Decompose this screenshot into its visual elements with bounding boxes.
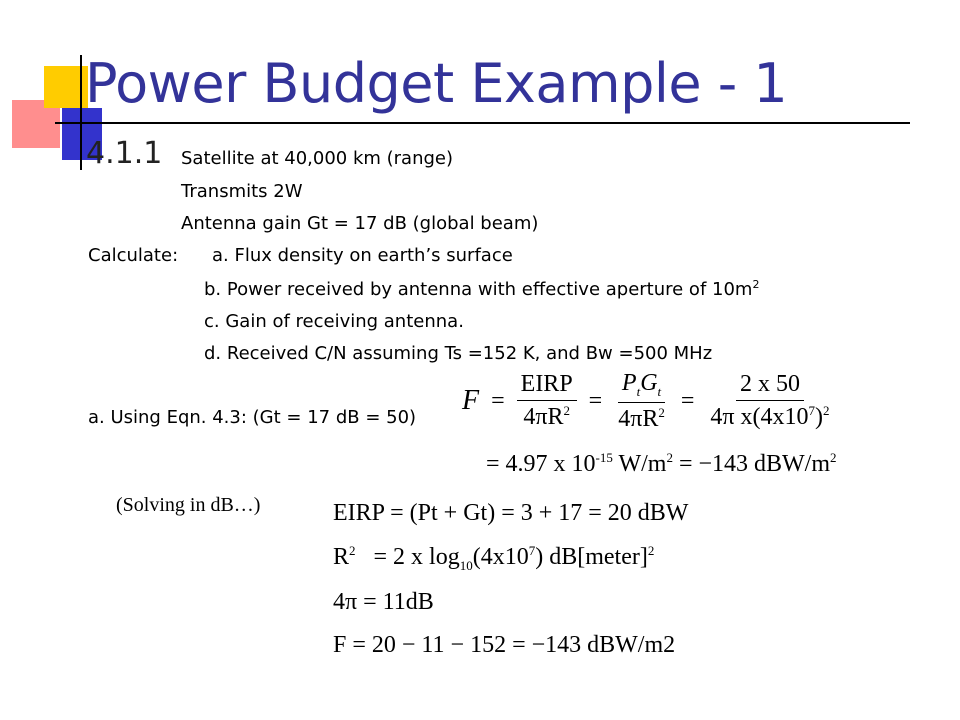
- flux-equation: [462, 370, 834, 433]
- eq-sign-3: =: [680, 387, 695, 414]
- decor-vertical-rule: [80, 55, 82, 170]
- calculate-b: [204, 278, 759, 300]
- fraction-numeric: [706, 371, 833, 431]
- eq-sign-2: =: [588, 387, 603, 414]
- calculate-d: d. Received C/N assuming Ts =152 K, and Bw =500 MHz: [204, 343, 713, 364]
- solution-a-label: a. Using Eqn. 4.3: (Gt = 17 dB = 50): [88, 407, 417, 428]
- fraction-ptgt-numerator: $P_tG_t$: [618, 370, 665, 403]
- fraction-ptgt: [614, 370, 669, 433]
- slide-title: Power Budget Example - 1: [85, 52, 788, 115]
- flux-lhs: F: [462, 385, 480, 417]
- eirp-db-equation: EIRP = (Pt + Gt) = 3 + 17 = 20 dBW: [333, 500, 689, 526]
- solving-in-db-note: (Solving in dB…): [116, 494, 261, 516]
- fraction-eirp-numerator: EIRP: [517, 371, 577, 401]
- flux-db-equation: F = 20 − 11 − 152 = −143 dBW/m2: [333, 632, 676, 658]
- eq-sign-1: =: [491, 387, 505, 414]
- title-underline: [55, 122, 910, 124]
- range-db-equation: $R^2$ = 2 x $\log_{10}(4x10^7)$ dB[meter]$^2$: [333, 543, 655, 573]
- given-range: Satellite at 40,000 km (range): [181, 148, 454, 169]
- flux-result: = 4.97 x $10^{-15}$ $W/m^2 = -143$ dBW/$m^2$: [486, 450, 837, 477]
- given-power: Transmits 2W: [181, 181, 303, 202]
- section-number: 4.1.1: [86, 136, 163, 171]
- fraction-eirp-denominator: $4\pi R^2$: [523, 403, 570, 431]
- calculate-b-sup: 2: [752, 278, 760, 291]
- fraction-numeric-denominator: 4π $x(4x10^7)^2$: [710, 403, 830, 431]
- calculate-label: Calculate:: [88, 245, 179, 266]
- given-gain: Antenna gain Gt = 17 dB (global beam): [181, 213, 539, 234]
- fraction-ptgt-denominator: $4\pi R^2$: [618, 404, 665, 432]
- calculate-b-text: b. Power received by antenna with effective aperture of 10m: [204, 279, 753, 300]
- calculate-c: c. Gain of receiving antenna.: [204, 311, 464, 332]
- calculate-a: a. Flux density on earth’s surface: [212, 245, 513, 266]
- fraction-numeric-numerator: 2 x 50: [736, 371, 804, 401]
- fraction-eirp: [517, 371, 577, 431]
- four-pi-db-equation: 4π = 11dB: [333, 589, 434, 615]
